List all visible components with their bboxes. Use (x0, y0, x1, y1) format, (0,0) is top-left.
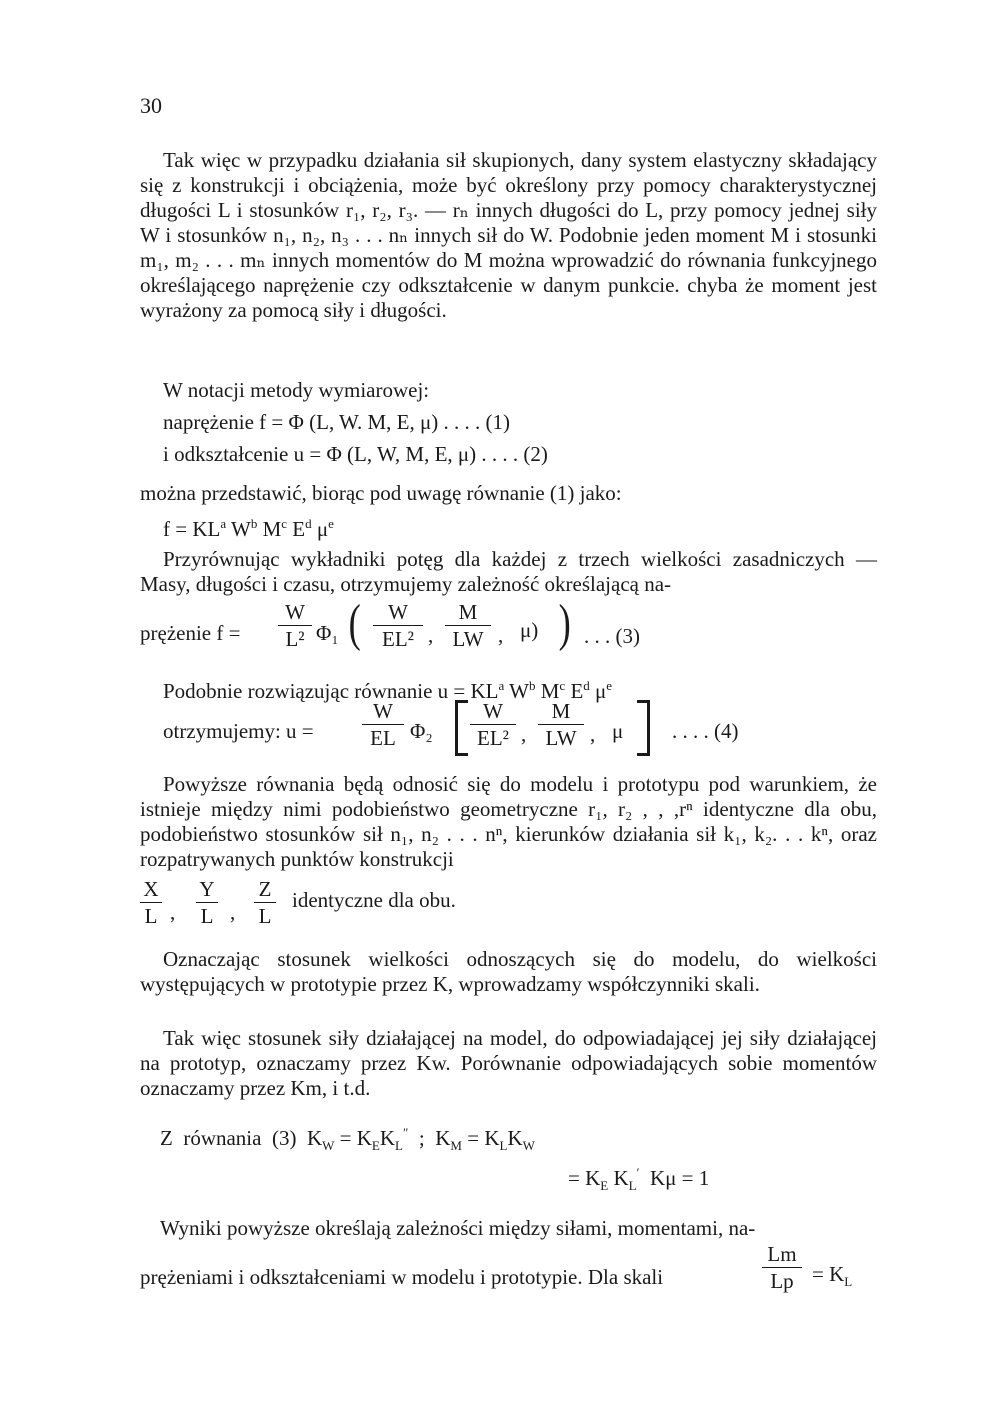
fraction-z-over-l: $\frac{Z}{L}$ (254, 878, 276, 927)
equation-4-comma-1: , (521, 722, 527, 746)
fraction-x-over-l: $\frac{X}{L}$ (140, 878, 162, 927)
comma-xyz-2: , (230, 900, 236, 924)
paragraph-8: Tak więc stosunek siły działającej na model, do odpowiadającej jej siły działającej na prototyp, oznaczamy przez Kw. Porównanie odpowiadających sobie momentów oznaczamy przez Km, i t.d. (140, 1026, 877, 1100)
equation-3-comma-2: , (498, 623, 504, 647)
scale-k-l: = $K_L$ (812, 1262, 853, 1290)
fraction-y-over-l: $\frac{Y}{L}$ (196, 878, 218, 927)
equation-2: i odkształcenie u = Φ (L, W, M, E, μ) . . . . (2) (163, 442, 548, 466)
equation-1: naprężenie f = Φ (L, W. M, E, μ) . . . . (1) (163, 410, 510, 434)
comma-xyz-1: , (170, 900, 176, 924)
equation-3-right-paren: ) (558, 595, 571, 652)
paragraph-7: Oznaczając stosunek wielkości odnoszących się do modelu, do wielkości występujących w prototypie przez K, wprowadzamy współczynniki skali. (140, 947, 877, 996)
paragraph-10: prężeniami i odkształceniami w modelu i prototypie. Dla skali (140, 1265, 664, 1289)
paragraph-9: Wyniki powyższe określają zależności między siłami, momentami, na- (160, 1216, 756, 1240)
paragraph-4: Przyrównując wykładniki potęg dla każdej z trzech wielkości zasadniczych — Masy, długości i czasu, otrzymujemy zależność określającą na- (140, 547, 877, 596)
equation-3-comma-1: , (428, 623, 434, 647)
paragraph-3: można przedstawić, biorąc pod uwagę równanie (1) jako: (140, 481, 622, 505)
paragraph-1: Tak więc w przypadku działania sił skupionych, dany system elastyczny składający się z konstrukcji i obciążenia, może być określony przy pomocy charakterystycznej długości L i stosunków r₁, r₂, r₃. — rₙ innych długości do L, przy pomocy jednej siły W i stosunków n₁, n₂, n₃ . . . nₙ innych sił do W. Podobnie jeden moment M i stosunki m₁, m₂ . . . mₙ innych momentów do M można wprowadzić do równania funkcyjnego określającego naprężenie czy odkształcenie w danym punkcie. chyba że moment jest wyrażony za pomocą siły i długości. (140, 148, 877, 322)
equation-3-phi: Φ₁ (316, 621, 339, 645)
equation-3-tag: . . . (3) (584, 624, 640, 648)
equation-3-lhs: prężenie f = (140, 621, 241, 645)
scale-equation-1: Z równania (3) $K_W = K_EK_L''$ ; $K_M = K_LK_W$ (160, 1125, 535, 1154)
equation-4-fraction-1: $\frac{W}{EL}$ (362, 700, 404, 749)
equation-4-lhs: otrzymujemy: u = (163, 719, 314, 743)
equation-4-comma-2: , (590, 722, 596, 746)
equation-4-phi: Φ₂ (410, 719, 433, 743)
equation-4-right-bracket (637, 700, 650, 756)
equation-3-left-paren: ( (348, 595, 361, 652)
paragraph-2: W notacji metody wymiarowej: (163, 378, 430, 402)
scale-equation-2: = $K_E$ $K_L'$ Kμ = 1 (568, 1165, 710, 1194)
equation-3-fraction-1: $\frac{W}{\text{L²}}$ (278, 601, 312, 650)
paragraph-6: Powyższe równania będą odnosić się do modelu i prototypu pod warunkiem, że istnieje między nimi podobieństwo geometryczne r₁, r₂ , , ,rⁿ identyczne dla obu, podobieństwo stosunków sił n₁, n₂ . . . nⁿ, kierunków działania sił k₁, k₂. . . kⁿ, oraz rozpatrywanych punktów konstrukcji (140, 772, 877, 871)
equation-3-mu: μ) (520, 618, 539, 642)
equation-4-fraction-2: $\frac{W}{\text{EL²}}$ (470, 700, 516, 749)
paragraph-5: Podobnie rozwiązując równanie $u = KL^a$ $W^b$ $M^c$ $E^d$ $\mu^e$ (163, 678, 613, 703)
equation-3-fraction-2: $\frac{W}{\text{EL²}}$ (373, 601, 423, 650)
equation-3-fraction-3: $\frac{M}{LW}$ (445, 601, 491, 650)
fraction-lm-over-lp: $\frac{Lm}{Lp}$ (762, 1243, 802, 1292)
equation-4-tag: . . . . (4) (672, 719, 739, 743)
page-number: 30 (140, 93, 162, 118)
xyz-suffix: identyczne dla obu. (292, 888, 456, 912)
equation-4-left-bracket (455, 700, 468, 756)
equation-4-fraction-3: $\frac{M}{LW}$ (538, 700, 584, 749)
equation-f: $f = KL^a$ $W^b$ $M^c$ $E^d$ $\mu^e$ (163, 516, 334, 541)
equation-4-mu: μ (612, 719, 624, 743)
